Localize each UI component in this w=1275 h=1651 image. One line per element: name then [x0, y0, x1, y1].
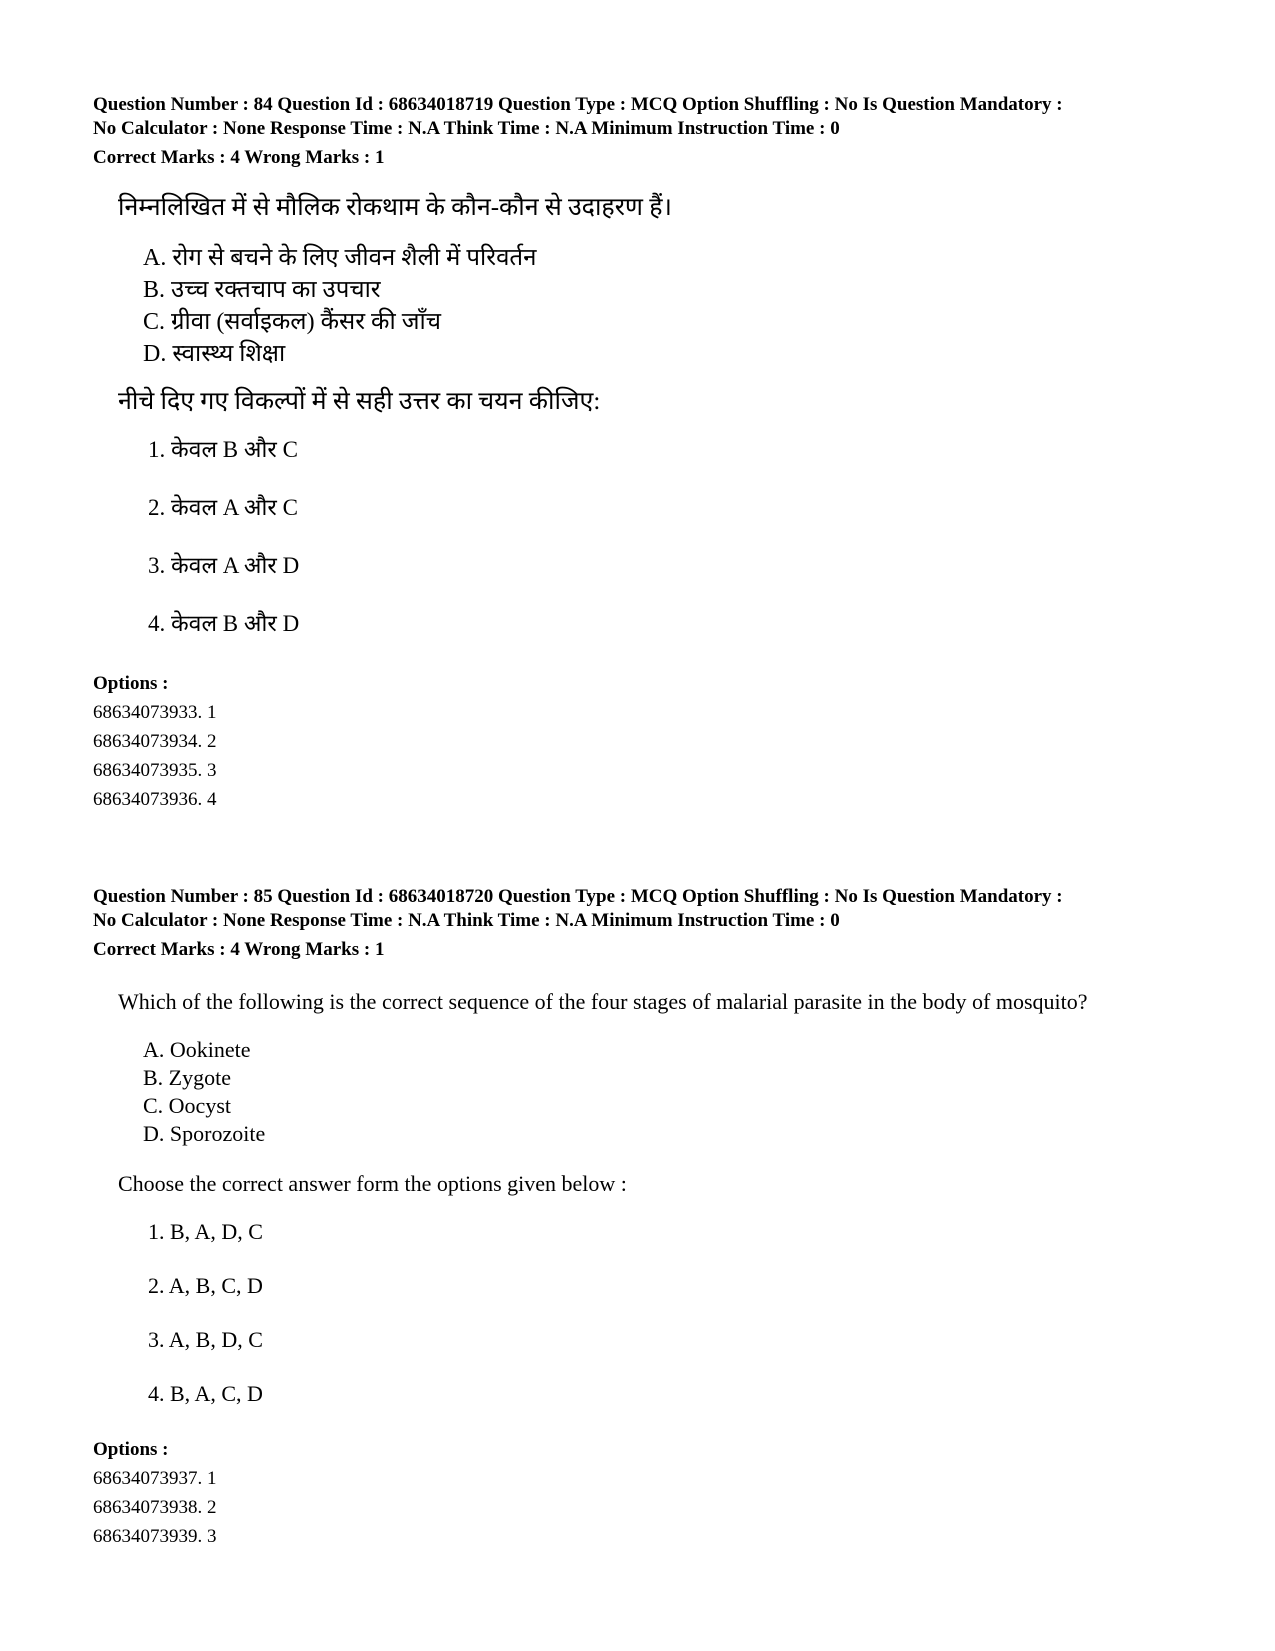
- option-id-item: 68634073939. 3: [93, 1526, 217, 1547]
- choose-instruction: नीचे दिए गए विकल्पों में से सही उत्तर का चयन कीजिए:: [118, 388, 601, 415]
- question-meta-line-2: No Calculator : None Response Time : N.A Think Time : N.A Minimum Instruction Time : 0: [93, 910, 840, 931]
- statement-item: C. Oocyst: [143, 1093, 231, 1118]
- statement-list: [143, 1036, 1203, 1148]
- option-id-item: 68634073936. 4: [93, 789, 217, 810]
- answer-choice: 1. B, A, D, C: [148, 1219, 263, 1244]
- choose-instruction: Choose the correct answer form the options given below :: [118, 1171, 627, 1196]
- question-block-85: [93, 885, 1203, 1551]
- question-meta-line-1: Question Number : 85 Question Id : 68634018720 Question Type : MCQ Option Shuffling : No Is Question Mandatory :: [93, 886, 1063, 907]
- answer-choice: 4. B, A, C, D: [148, 1381, 263, 1406]
- option-id-item: 68634073938. 2: [93, 1497, 217, 1518]
- statement-item: C. ग्रीवा (सर्वाइकल) कैंसर की जाँच: [143, 309, 441, 335]
- question-stem: निम्नलिखित में से मौलिक रोकथाम के कौन-कौन से उदाहरण हैं।: [118, 194, 673, 221]
- option-id-item: 68634073934. 2: [93, 731, 217, 752]
- option-id-list: [93, 698, 1203, 814]
- option-id-item: 68634073935. 3: [93, 760, 217, 781]
- options-label: Options :: [93, 1439, 169, 1460]
- statement-item: B. उच्च रक्तचाप का उपचार: [143, 277, 381, 303]
- answer-choice: 4. केवल B और D: [148, 611, 300, 636]
- question-meta-line-1: Question Number : 84 Question Id : 68634018719 Question Type : MCQ Option Shuffling : No Is Question Mandatory :: [93, 94, 1063, 115]
- answer-choice: 3. A, B, D, C: [148, 1327, 263, 1352]
- statement-item: A. रोग से बचने के लिए जीवन शैली में परिवर्तन: [143, 245, 537, 271]
- question-meta-line-2: No Calculator : None Response Time : N.A Think Time : N.A Minimum Instruction Time : 0: [93, 118, 840, 139]
- option-id-item: 68634073937. 1: [93, 1468, 217, 1489]
- option-id-list: [93, 1464, 1203, 1551]
- options-label: Options :: [93, 673, 169, 694]
- answer-choice-list: [148, 1216, 1203, 1432]
- statement-item: D. स्वास्थ्य शिक्षा: [143, 341, 286, 367]
- question-marks: Correct Marks : 4 Wrong Marks : 1: [93, 147, 385, 168]
- statement-item: B. Zygote: [143, 1065, 231, 1090]
- answer-choice: 1. केवल B और C: [148, 437, 298, 462]
- statement-item: D. Sporozoite: [143, 1121, 266, 1146]
- question-marks: Correct Marks : 4 Wrong Marks : 1: [93, 939, 385, 960]
- answer-choice: 2. केवल A और C: [148, 495, 298, 520]
- question-stem: Which of the following is the correct sequence of the four stages of malarial parasite in the body of mosquito?: [118, 989, 1088, 1014]
- statement-item: A. Ookinete: [143, 1037, 251, 1062]
- option-id-item: 68634073933. 1: [93, 702, 217, 723]
- answer-choice: 3. केवल A और D: [148, 553, 300, 578]
- answer-choice: 2. A, B, C, D: [148, 1273, 263, 1298]
- statement-list: [143, 242, 1203, 370]
- question-block-84: [93, 93, 1203, 814]
- answer-choice-list: [148, 434, 1203, 666]
